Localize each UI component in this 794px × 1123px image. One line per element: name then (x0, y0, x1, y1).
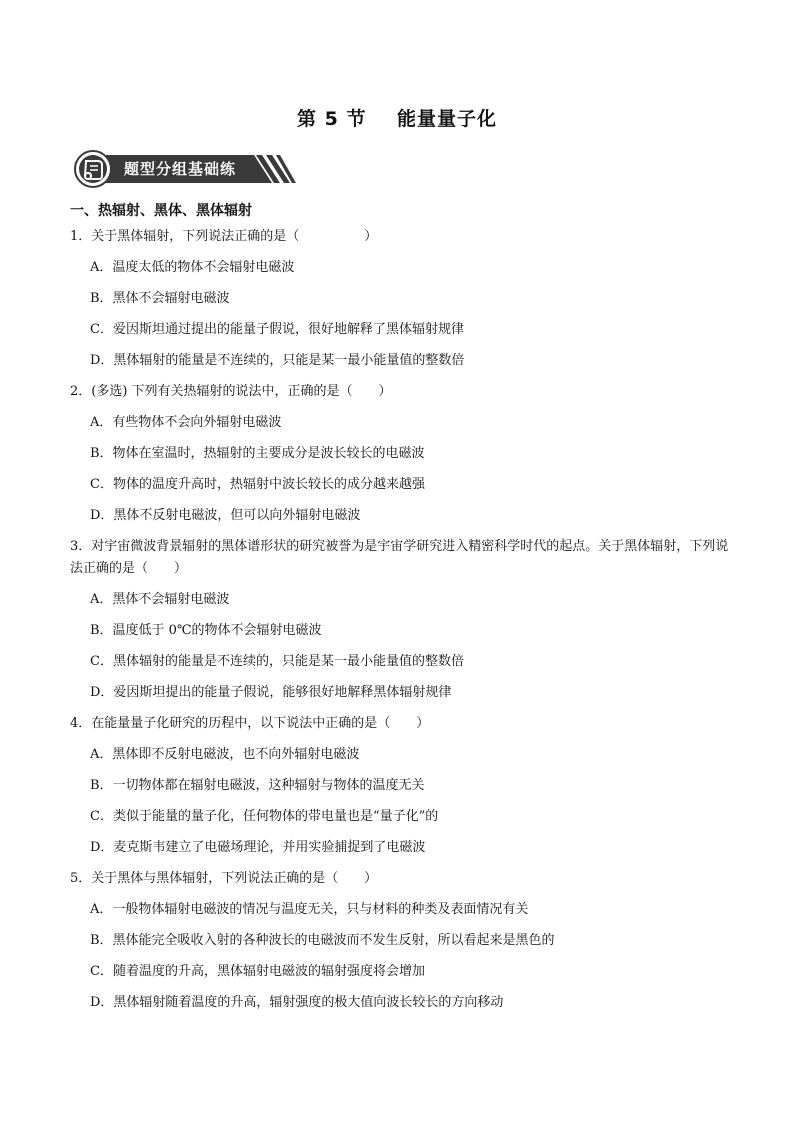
section-banner (74, 150, 296, 188)
option-a: A．黑体不会辐射电磁波 (90, 592, 230, 607)
option-c: C．类似于能量的量子化，任何物体的带电量也是“量子化”的 (90, 809, 439, 824)
question-2 (70, 381, 730, 527)
question-stem: 2．(多选) 下列有关热辐射的说法中，正确的是（ ） (70, 384, 392, 399)
option-c: C．黑体辐射的能量是不连续的，只能是某一最小能量值的整数倍 (90, 654, 464, 669)
section-heading: 一、热辐射、黑体、黑体辐射 (70, 203, 252, 219)
option-b: B．物体在室温时，热辐射的主要成分是波长较长的电磁波 (90, 446, 425, 461)
page-title: 第 5 节 能量量子化 (297, 108, 497, 130)
question-stem: 4．在能量量子化研究的历程中，以下说法中正确的是（ ） (70, 716, 430, 731)
option-b: B．一切物体都在辐射电磁波，这种辐射与物体的温度无关 (90, 778, 425, 793)
option-d: D．黑体辐射随着温度的升高，辐射强度的极大值向波长较长的方向移动 (90, 995, 504, 1010)
option-d: D．黑体辐射的能量是不连续的，只能是某一最小能量值的整数倍 (90, 353, 465, 368)
option-d: D．麦克斯韦建立了电磁场理论，并用实验捕捉到了电磁波 (90, 840, 426, 855)
question-stem: 5．关于黑体与黑体辐射，下列说法正确的是（ ） (70, 871, 378, 886)
question-stem: 1．关于黑体辐射，下列说法正确的是（ ） (70, 229, 378, 244)
option-d: D．爱因斯坦提出的能量子假说，能够很好地解释黑体辐射规律 (90, 685, 452, 700)
option-b: B．黑体能完全吸收入射的各种波长的电磁波而不发生反射，所以看起来是黑色的 (90, 933, 555, 948)
option-a: A．一般物体辐射电磁波的情况与温度无关，只与材料的种类及表面情况有关 (90, 902, 529, 917)
option-b: B．黑体不会辐射电磁波 (90, 291, 230, 306)
option-b: B．温度低于 0℃的物体不会辐射电磁波 (90, 623, 322, 638)
question-3 (70, 536, 730, 704)
option-c: C．爱因斯坦通过提出的能量子假说，很好地解释了黑体辐射规律 (90, 322, 464, 337)
option-c: C．物体的温度升高时，热辐射中波长较长的成分越来越强 (90, 477, 425, 492)
question-5 (70, 868, 730, 1014)
option-d: D．黑体不反射电磁波，但可以向外辐射电磁波 (90, 508, 361, 523)
option-a: A．温度太低的物体不会辐射电磁波 (90, 260, 295, 275)
option-a: A．有些物体不会向外辐射电磁波 (90, 415, 282, 430)
question-content (70, 200, 730, 1023)
question-4 (70, 713, 730, 859)
question-stem: 3．对宇宙微波背景辐射的黑体谱形状的研究被誉为是宇宙学研究进入精密科学时代的起点。关于黑体辐射，下列说法正确的是（ ） (70, 539, 729, 576)
option-a: A．黑体即不反射电磁波，也不向外辐射电磁波 (90, 747, 360, 762)
scroll-badge-icon (74, 150, 112, 188)
question-1 (70, 226, 730, 372)
option-c: C．随着温度的升高，黑体辐射电磁波的辐射强度将会增加 (90, 964, 425, 979)
banner-label: 题型分组基础练 (124, 160, 237, 178)
